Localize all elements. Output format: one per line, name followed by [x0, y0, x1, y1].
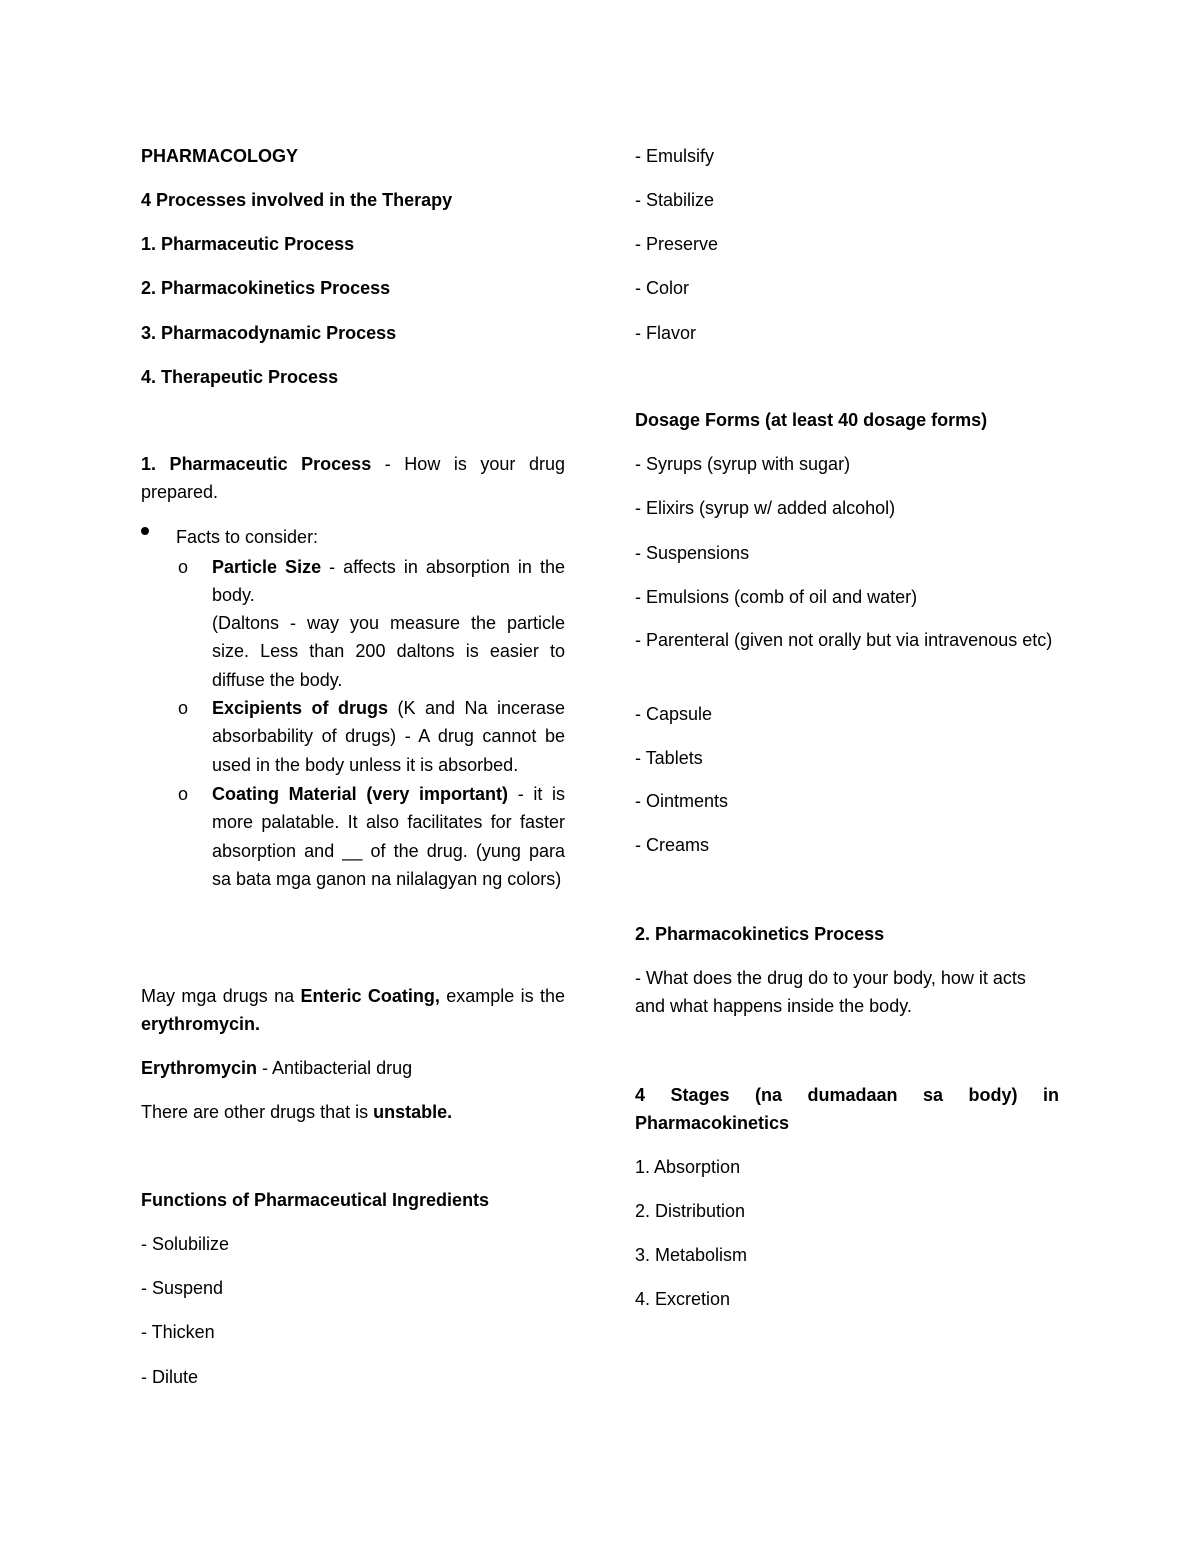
- dosage-item: - Syrups (syrup with sugar): [635, 454, 851, 474]
- dosage-item: - Tablets: [635, 748, 703, 768]
- dosage-item: - Capsule: [635, 704, 713, 724]
- dosage-item: - Emulsions (comb of oil and water): [635, 587, 918, 607]
- function-item: - Suspend: [141, 1278, 224, 1298]
- erythromycin-line: Erythromycin - Antibacterial drug: [141, 1058, 413, 1078]
- dosage-heading: Dosage Forms (at least 40 dosage forms): [635, 410, 988, 430]
- processes-heading: 4 Processes involved in the Therapy: [141, 190, 453, 210]
- function-item: - Thicken: [141, 1322, 215, 1342]
- stage-item: 3. Metabolism: [635, 1245, 748, 1265]
- function-item: - Color: [635, 278, 690, 298]
- process-item: 1. Pharmaceutic Process: [141, 234, 355, 254]
- facts-label: Facts to consider:: [176, 527, 319, 547]
- coating-item: Coating Material (very important) - it is more palatable. It also facilitates for faster absorption and __ of the drug. (yung para sa bata mga ganon na nilalagyan ng colors): [212, 784, 566, 890]
- sub-bullet-icon: o: [178, 784, 189, 804]
- function-item: - Solubilize: [141, 1234, 230, 1254]
- pk-description: - What does the drug do to your body, how it acts and what happens inside the body.: [635, 968, 1026, 1017]
- particle-size-item: Particle Size - affects in absorption in the body.: [212, 557, 565, 606]
- function-item: - Dilute: [141, 1367, 199, 1387]
- unstable-line: There are other drugs that is unstable.: [141, 1102, 453, 1122]
- dosage-item: - Parenteral (given not orally but via intravenous etc): [635, 630, 1053, 650]
- stage-item: 2. Distribution: [635, 1201, 746, 1221]
- process-item: 2. Pharmacokinetics Process: [141, 278, 391, 298]
- sub-bullet-icon: o: [178, 557, 189, 577]
- function-item: - Stabilize: [635, 190, 715, 210]
- pk-heading: 2. Pharmacokinetics Process: [635, 924, 885, 944]
- dosage-item: - Creams: [635, 835, 710, 855]
- stage-item: 1. Absorption: [635, 1157, 741, 1177]
- dosage-item: - Suspensions: [635, 543, 750, 563]
- stage-item: 4. Excretion: [635, 1289, 731, 1309]
- stages-heading: 4 Stages (na dumadaan sa body) in Pharmacokinetics: [635, 1085, 1059, 1134]
- function-item: - Preserve: [635, 234, 719, 254]
- function-item: - Flavor: [635, 323, 697, 343]
- document-title: PHARMACOLOGY: [141, 146, 298, 166]
- dosage-item: - Elixirs (syrup w/ added alcohol): [635, 498, 896, 518]
- enteric-paragraph: May mga drugs na Enteric Coating, example is the erythromycin.: [141, 986, 566, 1035]
- daltons-note: (Daltons - way you measure the particle size. Less than 200 daltons is easier to diffuse the body.: [212, 613, 565, 690]
- function-item: - Emulsify: [635, 146, 715, 166]
- process-item: 3. Pharmacodynamic Process: [141, 323, 397, 343]
- process-item: 4. Therapeutic Process: [141, 367, 339, 387]
- excipients-item: Excipients of drugs (K and Na incerase absorbability of drugs) - A drug cannot be used in the body unless it is absorbed.: [212, 698, 565, 775]
- sub-bullet-icon: o: [178, 698, 189, 718]
- functions-heading: Functions of Pharmaceutical Ingredients: [141, 1190, 490, 1210]
- bullet-icon: [141, 527, 149, 535]
- dosage-item: - Ointments: [635, 791, 729, 811]
- pharmaceutic-paragraph: 1. Pharmaceutic Process - How is your drug prepared.: [141, 454, 565, 503]
